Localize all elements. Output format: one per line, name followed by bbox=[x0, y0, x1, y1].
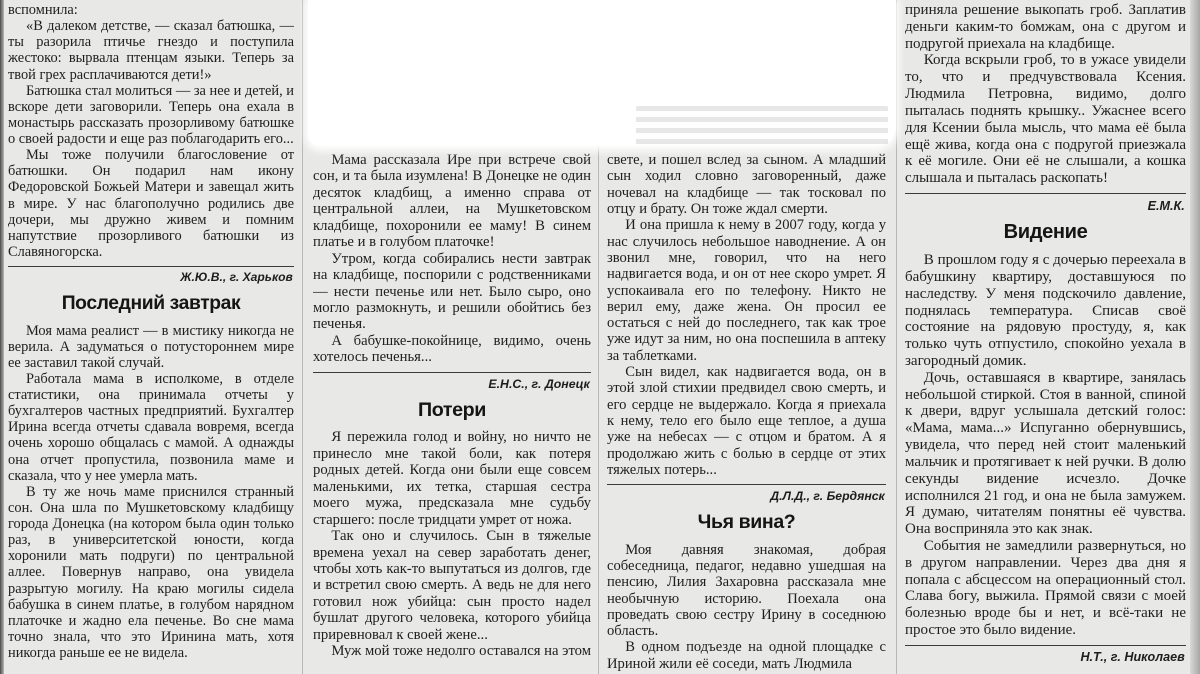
separator-rule bbox=[313, 372, 591, 373]
column-divider bbox=[302, 0, 303, 674]
column-text bbox=[607, 152, 886, 672]
article-heading: Потери bbox=[418, 398, 486, 421]
article-paragraph: Моя мама реалист — в мистику никогда не верила. А задуматься о потустороннем мире ее заставил такой случай. bbox=[8, 322, 294, 371]
article-paragraph: А бабушке-покойнице, видимо, очень хотелось печенья... bbox=[313, 332, 591, 366]
bleed-through-text bbox=[636, 106, 888, 146]
page-edge-right bbox=[1190, 0, 1200, 674]
article-paragraph: вспомнила: bbox=[8, 2, 78, 18]
article-paragraph: Так оно и случилось. Сын в тяжелые времена уехал на север заработать денег, чтобы хоть как-то выпутаться из долгов, где и встретил свою смерть. А ведь не для него готовил нож убийца: сын просто надел бушлат другого человека, которого убийца приревновал к своей жене... bbox=[313, 528, 591, 643]
author-signature: Ж.Ю.В., г. Харьков bbox=[180, 270, 293, 285]
column-4 bbox=[905, 2, 1186, 672]
column-1 bbox=[8, 2, 294, 672]
separator-rule bbox=[905, 645, 1186, 646]
article-paragraph: Мы тоже получили благословение от батюшки. Он подарил нам икону Федоровской Божьей Матери и завещал жить в мире. У нас благополучно родились две дочери, мы дружно живем и помним напутствие прозорливого батюшки из Славяногорска. bbox=[8, 147, 294, 260]
column-3 bbox=[607, 152, 886, 672]
author-signature: Е.М.К. bbox=[1147, 198, 1185, 213]
separator-rule bbox=[905, 193, 1186, 194]
article-paragraph: Когда вскрыли гроб, то в ужасе увидели то, что и предчувствовала Ксения. Людмила Петровна, видимо, долго пыталась поднять крышку.. Ужаснее всего для Ксении была мысль, что мама её была ещё жива, когда она с подругой приезжала к её могиле. Они её не слышали, а кошка слышала и пыталась раскопать! bbox=[905, 52, 1186, 187]
article-paragraph: В ту же ночь маме приснился странный сон. Она шла по Мушкетовскому кладбищу города Донецка (на котором была один только раз, в университетской юности, когда хоронили мать подруги) по центральной аллее. Повернув направо, она увидела разрытую могилу. На краю могилы сидела бабушка в синем платье, в голубом нарядном платочке и жадно ела печенье. Во сне мама точно знала, что это Иринина мать, хотя никогда раньше ее не видела. bbox=[8, 483, 294, 662]
column-text bbox=[905, 2, 1186, 672]
page-edge-left bbox=[0, 0, 4, 674]
column-divider bbox=[896, 0, 897, 674]
article-paragraph: Работала мама в исполкоме, в отделе статистики, она принимала отчеты у бухгалтеров частных предприятий. Бухгалтер Ирина всегда отчеты сдавала вовремя, всегда очень хорошо общалась с мамой. А однажды она отчет пропустила, позвонила маме и сказала, что у нее умерла мать. bbox=[8, 370, 294, 484]
separator-rule bbox=[8, 266, 294, 267]
article-paragraph: Дочь, оставшаяся в квартире, занялась небольшой стиркой. Стоя в ванной, спиной к двери, вдруг услышала детский голос: «Мама, мама...» Испуганно обернувшись, увидела, что перед ней стоит маленький мальчик и протягивает к ней ручки. В долю секунды видение исчезло. Дочке исполнился 21 год, и она не была замужем. Я думаю, читателям понятны её чувства. Она восприняла это как знак. bbox=[905, 369, 1186, 538]
article-heading: Видение bbox=[1003, 220, 1088, 243]
article-paragraph: Муж мой тоже недолго оставался на этом bbox=[331, 643, 591, 660]
article-paragraph: «В далеком детстве, — сказал батюшка, — ты разорила птичье гнездо и поступила жестоко: вырвала птенцам языки. Теперь за твой грех расплачиваются дети!» bbox=[8, 18, 294, 83]
column-text bbox=[8, 2, 294, 661]
column-text bbox=[313, 152, 591, 660]
article-paragraph: Я пережила голод и войну, но ничто не принесло мне такой боли, как потеря родных детей. Когда они были еще совсем маленькими, их тетка, старшая сестра моего мужа, предсказала мне судьбу старшего: после тридцати умрет от ножа. bbox=[313, 429, 591, 528]
article-paragraph: В прошлом году я с дочерью переехала в бабушкину квартиру, доставшуюся по наследству. У меня подскочило давление, поднялась температура. Списав своё состояние на рядовую простуду, я, как только чуть отпустило, спокойно уехала в загородный домик. bbox=[905, 252, 1186, 370]
separator-rule bbox=[607, 484, 886, 485]
article-paragraph: И она пришла к нему в 2007 году, когда у нас случилось небольшое наводнение. А он звонил мне, говорил, что на него надвигается вода, и он от нее скоро умрет. Я успокаивала его по телефону. Никто не верил ему, даже жена. Он просил ее остаться с ней до последнего, так как трое уже идут за ним, но она поспешила в аптеку за таблетками. bbox=[607, 217, 886, 364]
author-signature: Е.Н.С., г. Донецк bbox=[488, 377, 590, 392]
article-paragraph: В одном подъезде на одной площадке с Ириной жили её соседи, мать Людмила bbox=[607, 639, 886, 672]
author-signature: Д.Л.Д., г. Бердянск bbox=[770, 488, 885, 503]
article-paragraph: Утром, когда собирались нести завтрак на кладбище, поспорили с родственниками — нести печенье или нет. Было сыро, оно могло размокнуть, и решили обойтись без печенья. bbox=[313, 250, 591, 333]
article-paragraph: свете, и пошел вслед за сыном. А младший сын ходил словно заговоренный, даже ночевал на кладбище — так тосковал по отцу и брату. Он тоже ждал смерти. bbox=[607, 152, 886, 217]
article-paragraph: События не замедлили развернуться, но в другом направлении. Через два дня я попала с абсцессом на операционный стол. Слава богу, выжила. Прямой связи с моей болезнью вроде бы и нет, и всё-таки не простое это было видение. bbox=[905, 537, 1186, 639]
article-paragraph: приняла решение выкопать гроб. Заплатив деньги каким-то бомжам, она с другом и подругой приехала на кладбище. bbox=[905, 2, 1186, 52]
article-heading: Чья вина? bbox=[697, 511, 796, 534]
author-signature: Н.Т., г. Николаев bbox=[1080, 650, 1185, 665]
article-paragraph: Моя давняя знакомая, добрая собеседница, педагог, недавно ушедшая на пенсию, Лилия Захаровна рассказала мне необычную историю. Поехала она проведать свою сестру Ирину в соседнюю область. bbox=[607, 541, 886, 640]
article-paragraph: Сын видел, как надвигается вода, он в этой злой стихии предвидел свою смерть, и его сердце не выдержало. Когда я приехала к нему, тело его было еще теплое, а душа уже на небесах — с отцом и братом. А я продолжаю жить с болью в сердце от этих тяжелых потерь... bbox=[607, 364, 886, 478]
column-2 bbox=[313, 152, 591, 672]
article-paragraph: Мама рассказала Ире при встрече свой сон, и та была изумлена! В Донецке не один десяток кладбищ, а именно справа от центральной аллеи, на Мушкетовском кладбище, похоронили ее маму! В синем платье и в голубом платочке! bbox=[313, 152, 591, 251]
article-heading: Последний завтрак bbox=[61, 292, 241, 314]
article-paragraph: Батюшка стал молиться — за нее и детей, и вскоре дети заговорили. Теперь она ехала в монастырь рассказать прозорливому батюшке о своей радости и еще раз поблагодарить его... bbox=[8, 82, 294, 147]
